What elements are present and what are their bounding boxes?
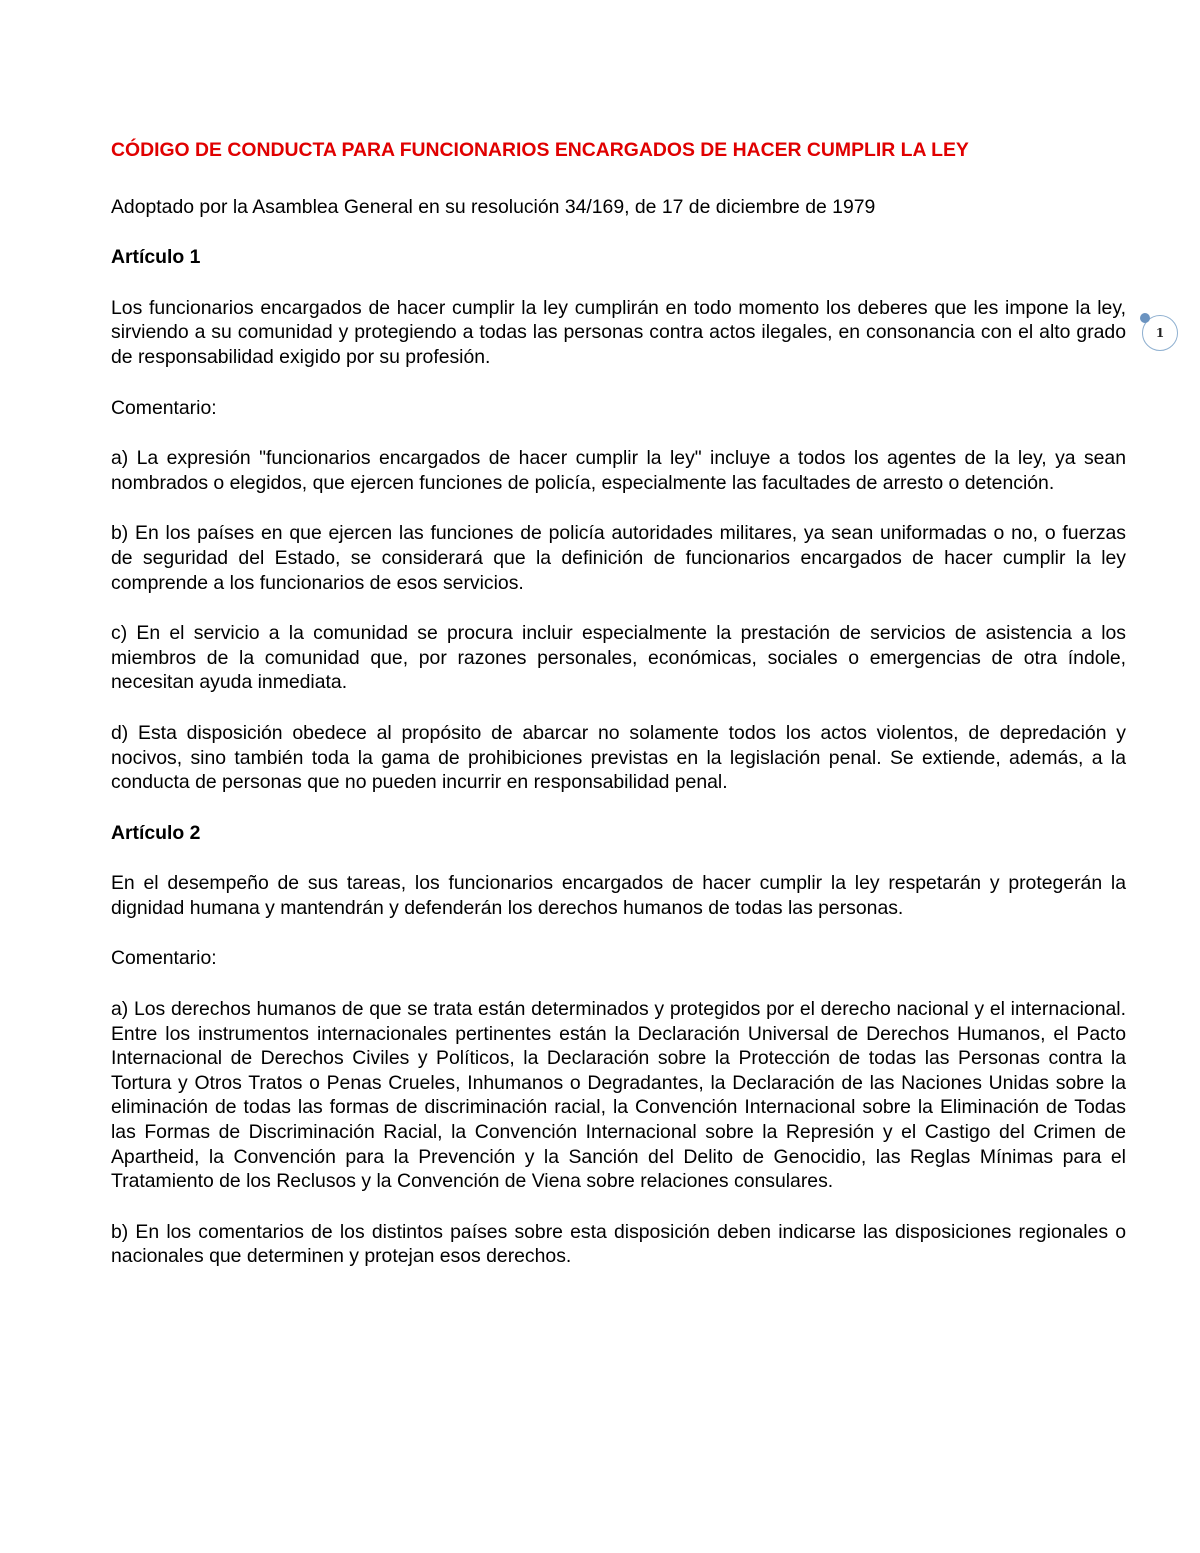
article-1-comment-d: d) Esta disposición obedece al propósito de abarcar no solamente todos los actos violentos, de depredación y nocivos, sino también toda la gama de prohibiciones previstas en la legislación penal. Se extiende, además, a la conducta de personas que no pueden incurrir en responsabilidad penal. — [111, 721, 1126, 794]
article-2-comment-label: Comentario: — [111, 947, 217, 970]
article-1-heading: Artículo 1 — [111, 246, 201, 269]
document-title: CÓDIGO DE CONDUCTA PARA FUNCIONARIOS ENCARGADOS DE HACER CUMPLIR LA LEY — [111, 139, 969, 161]
article-2-comment-a: a) Los derechos humanos de que se trata están determinados y protegidos por el derecho nacional y el internacional. Entre los instrumentos internacionales pertinentes están la Declaración Universal de Derechos Humanos, el Pacto Internacional de Derechos Civiles y Políticos, la Declaración sobre la Protección de todas las Personas contra la Tortura y Otros Tratos o Penas Crueles, Inhumanos o Degradantes, la Declaración de las Naciones Unidas sobre la eliminación de todas las formas de discriminación racial, la Convención Internacional sobre la Eliminación de Todas las Formas de Discriminación Racial, la Convención Internacional sobre la Represión y el Castigo del Crimen de Apartheid, la Convención para la Prevención y la Sanción del Delito de Genocidio, las Reglas Mínimas para el Tratamiento de los Reclusos y la Convención de Viena sobre relaciones consulares. — [111, 998, 1126, 1193]
article-2-heading: Artículo 2 — [111, 821, 201, 844]
article-1-comment-label: Comentario: — [111, 396, 217, 419]
document-body — [111, 138, 1126, 1269]
article-1-comment-a: a) La expresión "funcionarios encargados de hacer cumplir la ley" incluye a todos los agentes de la ley, ya sean nombrados o elegidos, que ejercen funciones de policía, especialmente las facultades de arresto o detención. — [111, 447, 1126, 494]
page-number: 1 — [1155, 326, 1165, 340]
page-number-marker[interactable] — [1142, 315, 1178, 351]
article-1-comment-b: b) En los países en que ejercen las funciones de policía autoridades militares, ya sean uniformadas o no, o fuerzas de seguridad del Estado, se considerará que la definición de funcionarios encargados de hacer cumplir la ley comprende a los funcionarios de esos servicios. — [111, 522, 1126, 594]
article-1-text: Los funcionarios encargados de hacer cumplir la ley cumplirán en todo momento los deberes que les impone la ley, sirviendo a su comunidad y protegiendo a todas las personas contra actos ilegales, en consonancia con el alto grado de responsabilidad exigido por su profesión. — [111, 296, 1126, 368]
article-2-text: En el desempeño de sus tareas, los funcionarios encargados de hacer cumplir la ley respetarán y protegerán la dignidad humana y mantendrán y defenderán los derechos humanos de todas las personas. — [111, 872, 1126, 919]
article-2-comment-b: b) En los comentarios de los distintos países sobre esta disposición deben indicarse las disposiciones regionales o nacionales que determinen y protejan esos derechos. — [111, 1220, 1126, 1268]
document-subtitle: Adoptado por la Asamblea General en su resolución 34/169, de 17 de diciembre de 1979 — [111, 195, 876, 218]
article-1-comment-c: c) En el servicio a la comunidad se procura incluir especialmente la prestación de servicios de asistencia a los miembros de la comunidad que, por razones personales, económicas, sociales o emergencias de otra índole, necesitan ayuda inmediata. — [111, 622, 1126, 694]
